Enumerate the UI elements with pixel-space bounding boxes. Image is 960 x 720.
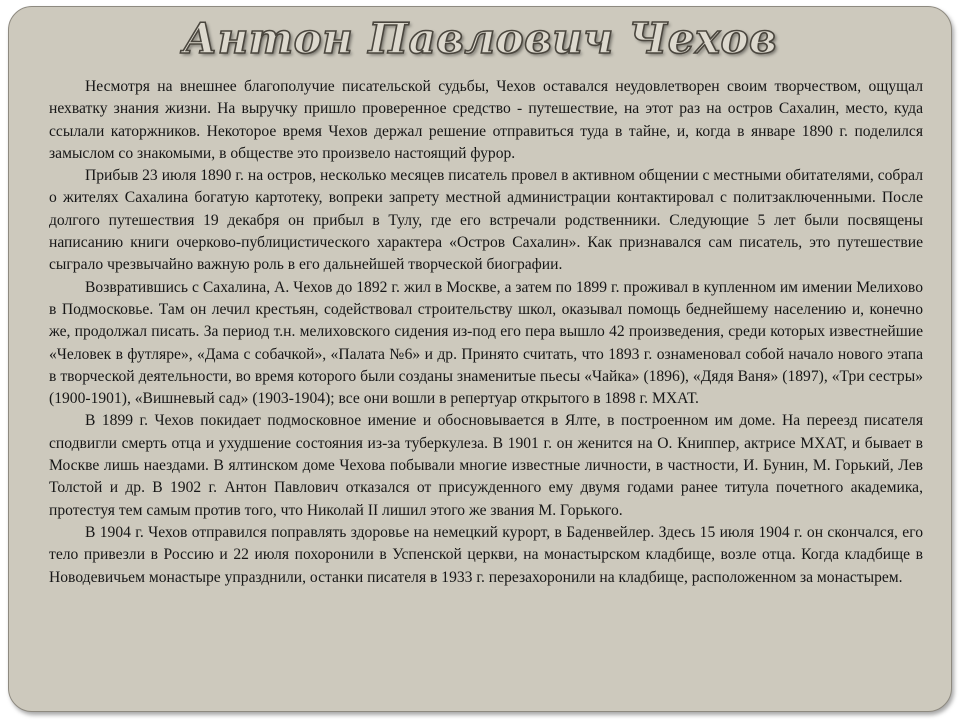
paragraph-yalta-period: В 1899 г. Чехов покидает подмосковное имение и обосновывается в Ялте, в построенном им доме. На переезд писателя сподвигли смерть отца и ухудшение состояния из-за туберкулеза. В 1901 г. он женится на О. Книппер, актрисе МХАТ, и бывает в Москве лишь наездами. В ялтинском доме Чехова побывали многие известные личности, в частности, И. Бунин, М. Горький, Лев Толстой и др. В 1902 г. Антон Павлович отказался от присужденного ему двумя годами ранее титула почетного академика, протестуя тем самым против того, что Николай II лишил этого же звания М. Горького. <box>49 412 923 519</box>
slide-body <box>49 76 923 589</box>
slide-frame <box>8 6 952 712</box>
paragraph-sakhalin-decision: Несмотря на внешнее благополучие писательской судьбы, Чехов оставался неудовлетворен своим творчеством, ощущал нехватку знания жизни. На выручку пришло проверенное средство - путешествие, на этот раз на остров Сахалин, место, куда ссылали каторжников. Некоторое время Чехов держал решение отправиться туда в тайне, и, когда в январе 1890 г. поделился замыслом со знакомыми, в обществе это произвело настоящий фурор. <box>49 78 923 162</box>
slide-title: Антон Павлович Чехов <box>182 14 778 63</box>
paragraph-sakhalin-journey: Прибыв 23 июля 1890 г. на остров, несколько месяцев писатель провел в активном общении с местными обитателями, собрал о жителях Сахалина богатую картотеку, вопреки запрету местной администрации контактировал с политзаключенными. После долгого путешествия 19 декабря он прибыл в Тулу, где его встречали родственники. Следующие 5 лет были посвящены написанию книги очерково-публицистического характера «Остров Сахалин». Как признавался сам писатель, это путешествие сыграло чрезвычайно важную роль в его дальнейшей творческой биографии. <box>49 167 923 274</box>
paragraph-melikhovo-period: Возвратившись с Сахалина, А. Чехов до 1892 г. жил в Москве, а затем по 1899 г. проживал в купленном им имении Мелихово в Подмосковье. Там он лечил крестьян, содействовал строительству школ, оказывал помощь беднейшему населению и, конечно же, продолжал писать. За период т.н. мелиховского сидения из-под его пера вышло 42 произведения, среди которых известнейшие «Человек в футляре», «Дама с собачкой», «Палата №6» и др. Принято считать, что 1893 г. ознаменовал собой начало нового этапа в творческой деятельности, во время которого были созданы знаменитые пьесы «Чайка» (1896), «Дядя Ваня» (1897), «Три сестры» (1900-1901), «Вишневый сад» (1903-1904); все они вошли в репертуар открытого в 1898 г. МХАТ. <box>49 278 923 408</box>
paragraph-death: В 1904 г. Чехов отправился поправлять здоровье на немецкий курорт, в Баденвейлер. Здесь 15 июля 1904 г. он скончался, его тело привезли в Россию и 22 июля похоронили в Успенской церкви, на монастырском кладбище, возле отца. Когда кладбище в Новодевичьем монастыре упразднили, останки писателя в 1933 г. перезахоронили на кладбище, расположенном за монастырем. <box>49 523 923 586</box>
